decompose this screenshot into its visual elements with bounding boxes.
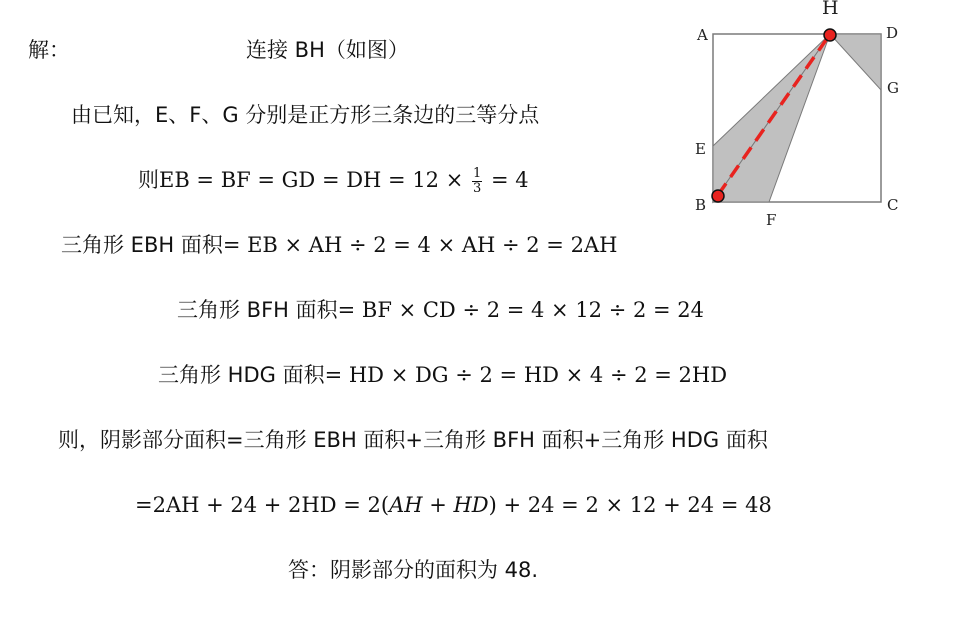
label-f: F — [766, 211, 777, 229]
label-e: E — [695, 140, 706, 158]
triangle-bfh-area-line — [177, 296, 704, 324]
triangle-ebh-area-line — [61, 231, 617, 259]
equal-segments-prefix: 则 — [138, 168, 159, 192]
label-d: D — [886, 24, 899, 42]
triangle-hdg-area-line — [158, 361, 727, 389]
fraction-numerator: 1 — [473, 165, 482, 181]
label-h: H — [822, 0, 839, 19]
point-h-marker — [824, 29, 836, 41]
shaded-triangle-hdg — [830, 34, 881, 90]
triangle-hdg-formula: = HD × DG ÷ 2 = HD × 4 ÷ 2 = 2HD — [324, 363, 728, 387]
equal-segments-result: = 4 — [490, 168, 529, 192]
trisection-statement: 由已知，E、F、G 分别是正方形三条边的三等分点 — [71, 103, 540, 127]
label-b: B — [695, 196, 707, 214]
triangle-ebh-label: 三角形 EBH 面积 — [61, 233, 223, 257]
label-c: C — [887, 196, 899, 214]
triangle-bfh-formula: = BF × CD ÷ 2 = 4 × 12 ÷ 2 = 24 — [337, 298, 705, 322]
shaded-area-sum-line: 则，阴影部分面积=三角形 EBH 面积+三角形 BFH 面积+三角形 HDG 面积 — [58, 428, 768, 452]
point-b-marker — [712, 190, 724, 202]
triangle-bfh-label: 三角形 BFH 面积 — [177, 298, 338, 322]
solution-label: 解： — [28, 38, 70, 62]
fraction-denominator: 3 — [473, 180, 482, 196]
total-calc-part-b: ) + 24 = 2 × 12 + 24 = 48 — [488, 493, 772, 517]
one-third-fraction — [472, 167, 482, 196]
total-calc-part-a: =2AH + 24 + 2HD = 2( — [135, 493, 390, 517]
label-a: A — [697, 26, 708, 44]
total-calculation-line — [135, 491, 772, 519]
label-g: G — [887, 79, 899, 97]
triangle-hdg-label: 三角形 HDG 面积 — [158, 363, 325, 387]
connect-bh-text: 连接 BH（如图） — [246, 38, 409, 62]
total-calc-italic: AH + HD — [389, 493, 489, 517]
equal-segments-line — [138, 166, 529, 196]
geometry-figure — [680, 0, 920, 240]
final-answer: 答：阴影部分的面积为 48. — [288, 558, 539, 582]
triangle-ebh-formula: = EB × AH ÷ 2 = 4 × AH ÷ 2 = 2AH — [222, 233, 618, 257]
equal-segments-math: EB = BF = GD = DH = 12 × — [159, 168, 464, 192]
